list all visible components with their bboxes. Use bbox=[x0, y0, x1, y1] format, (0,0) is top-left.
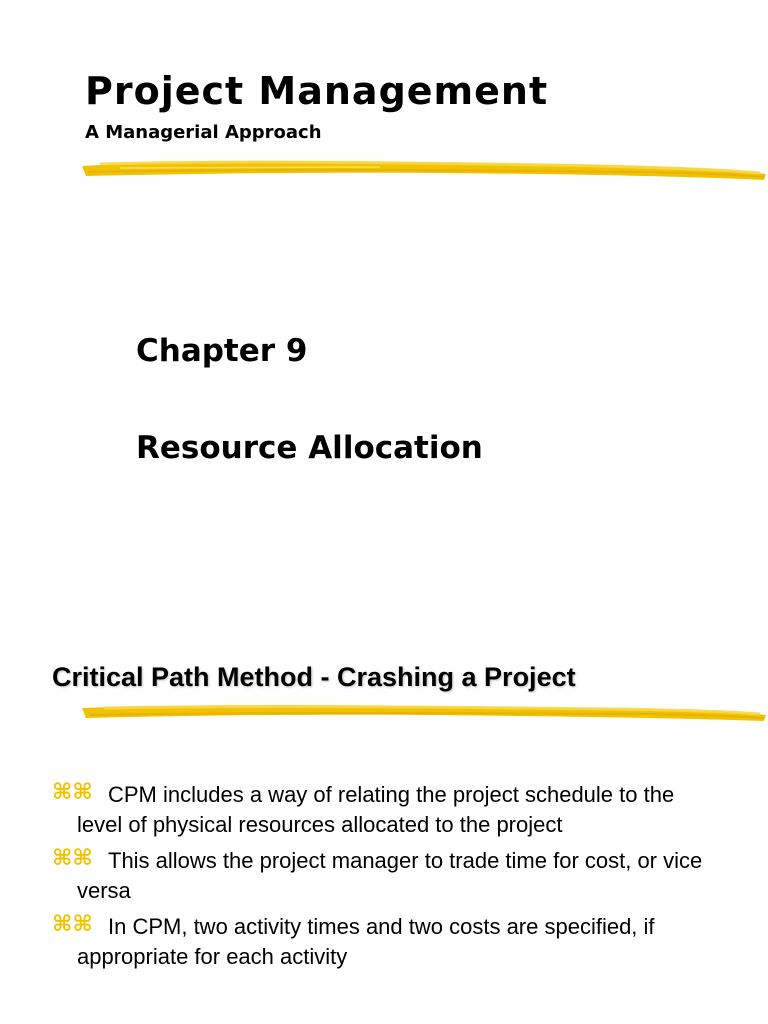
slide-title: Critical Path Method - Crashing a Project bbox=[52, 662, 576, 692]
command-key-icon: ⌘⌘ bbox=[52, 846, 93, 871]
list-item bbox=[52, 780, 712, 840]
list-item bbox=[52, 846, 712, 906]
list-item bbox=[52, 912, 712, 972]
bullet-text: In CPM, two activity times and two costs are specified, if appropriate for each activity bbox=[77, 914, 655, 969]
presentation-subtitle: A Managerial Approach bbox=[85, 122, 322, 143]
brush-stroke-divider bbox=[80, 152, 768, 184]
command-key-icon: ⌘⌘ bbox=[52, 912, 93, 937]
chapter-number: Chapter 9 bbox=[136, 333, 308, 369]
presentation-title: Project Management bbox=[85, 69, 549, 113]
command-key-icon: ⌘⌘ bbox=[52, 780, 93, 805]
bullet-text: CPM includes a way of relating the project schedule to the level of physical resources allocated to the project bbox=[77, 782, 675, 837]
bullet-list bbox=[52, 780, 712, 978]
chapter-subject: Resource Allocation bbox=[136, 430, 483, 466]
content-slide bbox=[0, 620, 768, 1024]
brush-stroke-divider bbox=[80, 698, 768, 726]
bullet-text: This allows the project manager to trade time for cost, or vice versa bbox=[77, 848, 703, 903]
